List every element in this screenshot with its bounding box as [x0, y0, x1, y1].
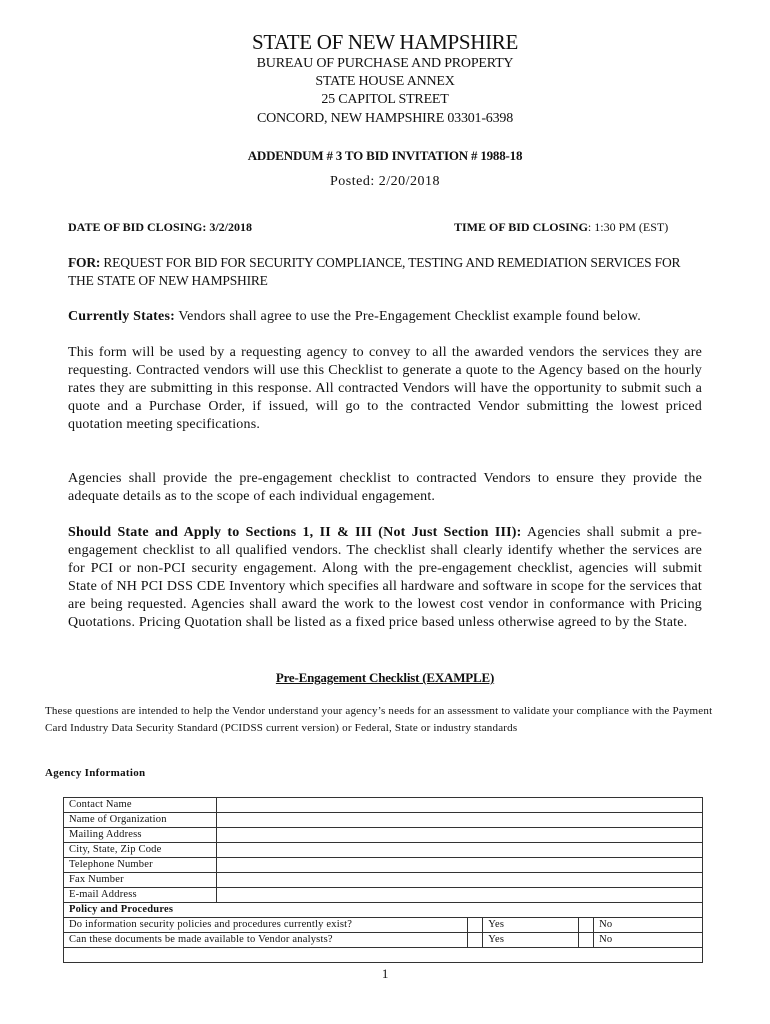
mailing-address-field[interactable] — [216, 828, 702, 843]
currently-states-paragraph — [68, 308, 702, 326]
bid-closing-time-value: : 1:30 PM (EST) — [587, 220, 669, 234]
city-line: CONCORD, NEW HAMPSHIRE 03301-6398 — [256, 111, 514, 126]
for-paragraph — [68, 254, 702, 290]
no-label: No — [594, 933, 703, 948]
for-label: FOR: — [68, 255, 101, 270]
table-row — [64, 843, 703, 858]
table-row — [64, 813, 703, 828]
table-row — [64, 828, 703, 843]
bid-closing-date: DATE OF BID CLOSING: 3/2/2018 — [68, 220, 253, 234]
yes-label: Yes — [483, 918, 579, 933]
annex-line: STATE HOUSE ANNEX — [315, 74, 455, 89]
table-row — [64, 948, 703, 963]
yes-label: Yes — [483, 933, 579, 948]
should-state-label: Should State and Apply to Sections 1, II & III (Not Just Section III): — [68, 525, 522, 540]
street-line: 25 CAPITOL STREET — [321, 92, 449, 107]
telephone-field[interactable] — [216, 858, 702, 873]
currently-states-label: Currently States: — [68, 309, 175, 324]
field-label: Contact Name — [64, 798, 217, 813]
policy-header: Policy and Procedures — [64, 903, 703, 918]
should-state-paragraph — [68, 524, 702, 632]
organization-name-field[interactable] — [216, 813, 702, 828]
posted-date: Posted: 2/20/2018 — [329, 174, 440, 189]
field-label: E-mail Address — [64, 888, 217, 903]
fax-field[interactable] — [216, 873, 702, 888]
checklist-title: Pre-Engagement Checklist (EXAMPLE) — [275, 670, 495, 685]
table-row — [64, 873, 703, 888]
yes-checkbox[interactable] — [468, 918, 483, 933]
yes-checkbox[interactable] — [468, 933, 483, 948]
table-row — [64, 918, 703, 933]
bid-closing-time-label: TIME OF BID CLOSING — [454, 220, 588, 234]
field-label: Name of Organization — [64, 813, 217, 828]
bureau-line: BUREAU OF PURCHASE AND PROPERTY — [256, 56, 514, 71]
bid-closing-time — [454, 220, 668, 235]
no-checkbox[interactable] — [579, 918, 594, 933]
email-field[interactable] — [216, 888, 702, 903]
field-label: Telephone Number — [64, 858, 217, 873]
addendum-line: ADDENDUM # 3 TO BID INVITATION # 1988-18 — [247, 148, 523, 163]
question-text: Do information security policies and procedures currently exist? — [64, 918, 468, 933]
field-label: Fax Number — [64, 873, 217, 888]
table-row — [64, 903, 703, 918]
page-number: 1 — [381, 966, 389, 981]
no-checkbox[interactable] — [579, 933, 594, 948]
table-row — [64, 933, 703, 948]
field-label: City, State, Zip Code — [64, 843, 217, 858]
contact-name-field[interactable] — [216, 798, 702, 813]
table-row — [64, 888, 703, 903]
should-state-text: Agencies shall submit a pre-engagement checklist to all qualified vendors. The checklist shall clearly identify whether the services are for PCI or non-PCI security engagement. Along with the pre-engagement checklist, agencies will submit State of NH PCI DSS CDE Inventory which specifies all hardware and software in scope for the services that are being requested. Agencies shall award the work to the lowest cost vendor in conformance with Pricing Quotations. Pricing Quotation shall be listed as a fixed price based unless otherwise agreed to by the State. — [68, 525, 702, 630]
agency-info-table — [63, 797, 703, 963]
no-label: No — [594, 918, 703, 933]
table-row — [64, 798, 703, 813]
question-text: Can these documents be made available to Vendor analysts? — [64, 933, 468, 948]
city-state-zip-field[interactable] — [216, 843, 702, 858]
field-label: Mailing Address — [64, 828, 217, 843]
for-text: REQUEST FOR BID FOR SECURITY COMPLIANCE, TESTING AND REMEDIATION SERVICES FOR THE STATE OF NEW HAMPSHIRE — [68, 255, 681, 288]
agencies-paragraph: Agencies shall provide the pre-engagement checklist to contracted Vendors to ensure they provide the adequate details as to the scope of each individual engagement. — [68, 471, 702, 504]
currently-states-text: Vendors shall agree to use the Pre-Engagement Checklist example found below. — [174, 309, 641, 324]
empty-row — [64, 948, 703, 963]
agency-info-title: Agency Information — [45, 767, 146, 779]
form-usage-paragraph: This form will be used by a requesting agency to convey to all the awarded vendors the services they are requesting. Contracted vendors will use this Checklist to generate a quote to the Agency based on the hourly rates they are submitting in this response. All contracted Vendors will have the opportunity to submit such a quote and a Purchase Order, if issued, will go to the contracted Vendor submitting the lowest priced quotation meeting specifications. — [68, 345, 702, 432]
state-title: STATE OF NEW HAMPSHIRE — [251, 30, 519, 54]
checklist-intro: These questions are intended to help the Vendor understand your agency’s needs for an assessment to validate your compliance with the Payment Card Industry Data Security Standard (PCIDSS current version) or Federal, State or industry standards — [45, 705, 713, 734]
table-row — [64, 858, 703, 873]
